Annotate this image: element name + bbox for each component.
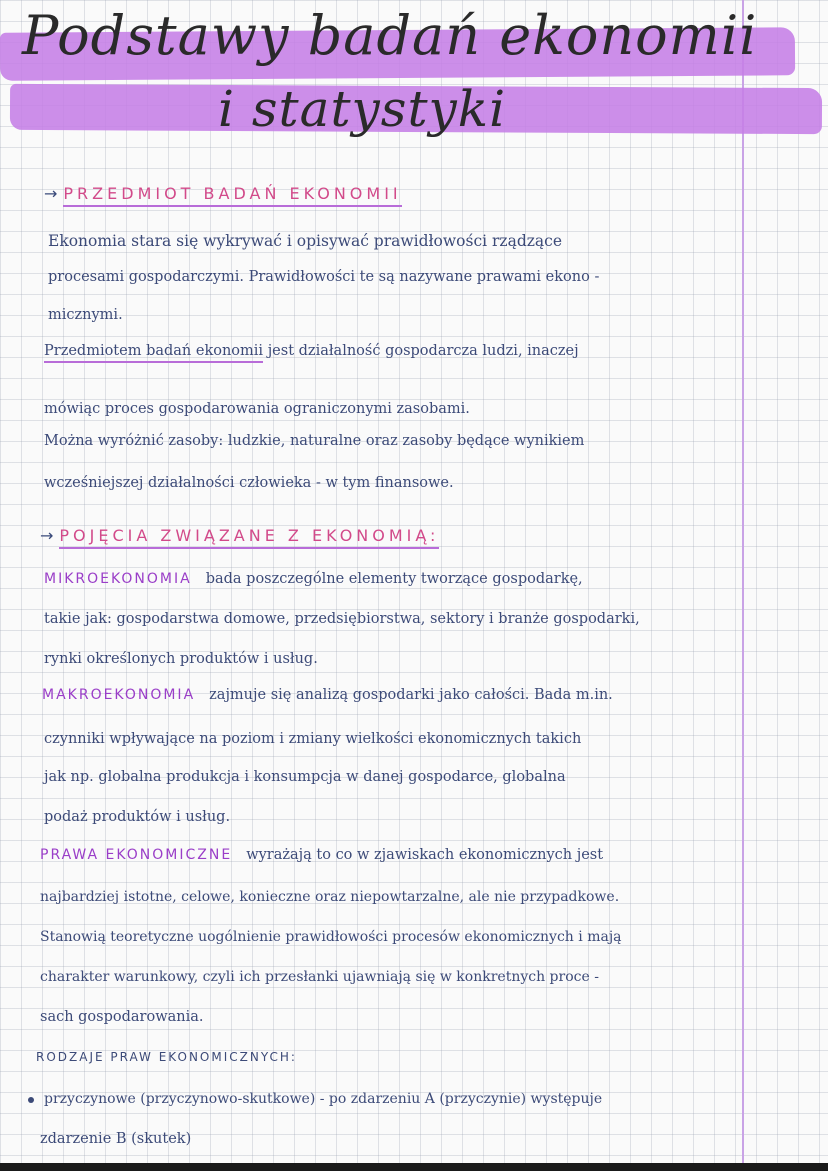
text-line: jak np. globalna produkcja i konsumpcja w danej gospodarce, globalna (44, 769, 566, 785)
text-line: mówiąc proces gospodarowania ograniczonymi zasobami. (44, 401, 470, 417)
text-line: micznymi. (48, 307, 123, 323)
arrow-right-icon: → (40, 526, 54, 545)
text-line: Przedmiotem badań ekonomii jest działalność gospodarcza ludzi, inaczej (44, 342, 579, 360)
term-macro: MAKROEKONOMIA (42, 687, 196, 703)
text-line: najbardziej istotne, celowe, konieczne oraz niepowtarzalne, ale nie przypadkowe. (40, 889, 620, 905)
page-bottom-edge (0, 1163, 828, 1171)
margin-line (742, 0, 744, 1171)
text-line: Stanowią teoretyczne uogólnienie prawidłowości procesów ekonomicznych i mają (40, 929, 622, 945)
section-heading-concepts (40, 526, 439, 545)
text-line: charakter warunkowy, czyli ich przesłanki ujawniają się w konkretnych proce - (40, 969, 599, 985)
text-line: MAKROEKONOMIA zajmuje się analizą gospodarki jako całości. Bada m.in. (42, 687, 613, 703)
text-line: takie jak: gospodarstwa domowe, przedsiębiorstwa, sektory i branże gospodarki, (44, 611, 640, 627)
term-micro: MIKROEKONOMIA (44, 571, 192, 587)
section-heading-subject-text: PRZEDMIOT BADAŃ EKONOMII (63, 184, 401, 207)
text-line: sach gospodarowania. (40, 1009, 204, 1025)
page-title-line-2: i statystyki (218, 80, 507, 138)
text-line: podaż produktów i usług. (44, 809, 231, 825)
list-item: przyczynowe (przyczynowo-skutkowe) - po zdarzeniu A (przyczynie) występuje (44, 1091, 603, 1107)
types-heading: RODZAJE PRAW EKONOMICZNYCH: (36, 1050, 297, 1064)
subject-phrase: Przedmiotem badań ekonomii (44, 343, 263, 363)
bullet-icon (28, 1097, 34, 1103)
text-line: procesami gospodarczymi. Prawidłowości te są nazywane prawami ekono - (48, 269, 600, 285)
term-laws: PRAWA EKONOMICZNE (40, 847, 233, 863)
page-title-line-1: Podstawy badań ekonomii (22, 4, 758, 67)
text-line: rynki określonych produktów i usług. (44, 651, 318, 667)
text-line: czynniki wpływające na poziom i zmiany wielkości ekonomicznych takich (44, 731, 582, 747)
section-heading-concepts-text: POJĘCIA ZWIĄZANE Z EKONOMIĄ: (59, 526, 439, 549)
text-line: PRAWA EKONOMICZNE wyrażają to co w zjawiskach ekonomicznych jest (40, 847, 604, 863)
text-line: MIKROEKONOMIA bada poszczególne elementy tworzące gospodarkę, (44, 571, 583, 587)
text-line: Można wyróżnić zasoby: ludzkie, naturalne oraz zasoby będące wynikiem (44, 433, 585, 449)
section-heading-subject (44, 184, 402, 203)
text-line: Ekonomia stara się wykrywać i opisywać prawidłowości rządzące (48, 232, 563, 250)
arrow-right-icon: → (44, 184, 58, 203)
text-line: wcześniejszej działalności człowieka - w tym finansowe. (44, 475, 454, 491)
list-item: zdarzenie B (skutek) (40, 1131, 192, 1147)
